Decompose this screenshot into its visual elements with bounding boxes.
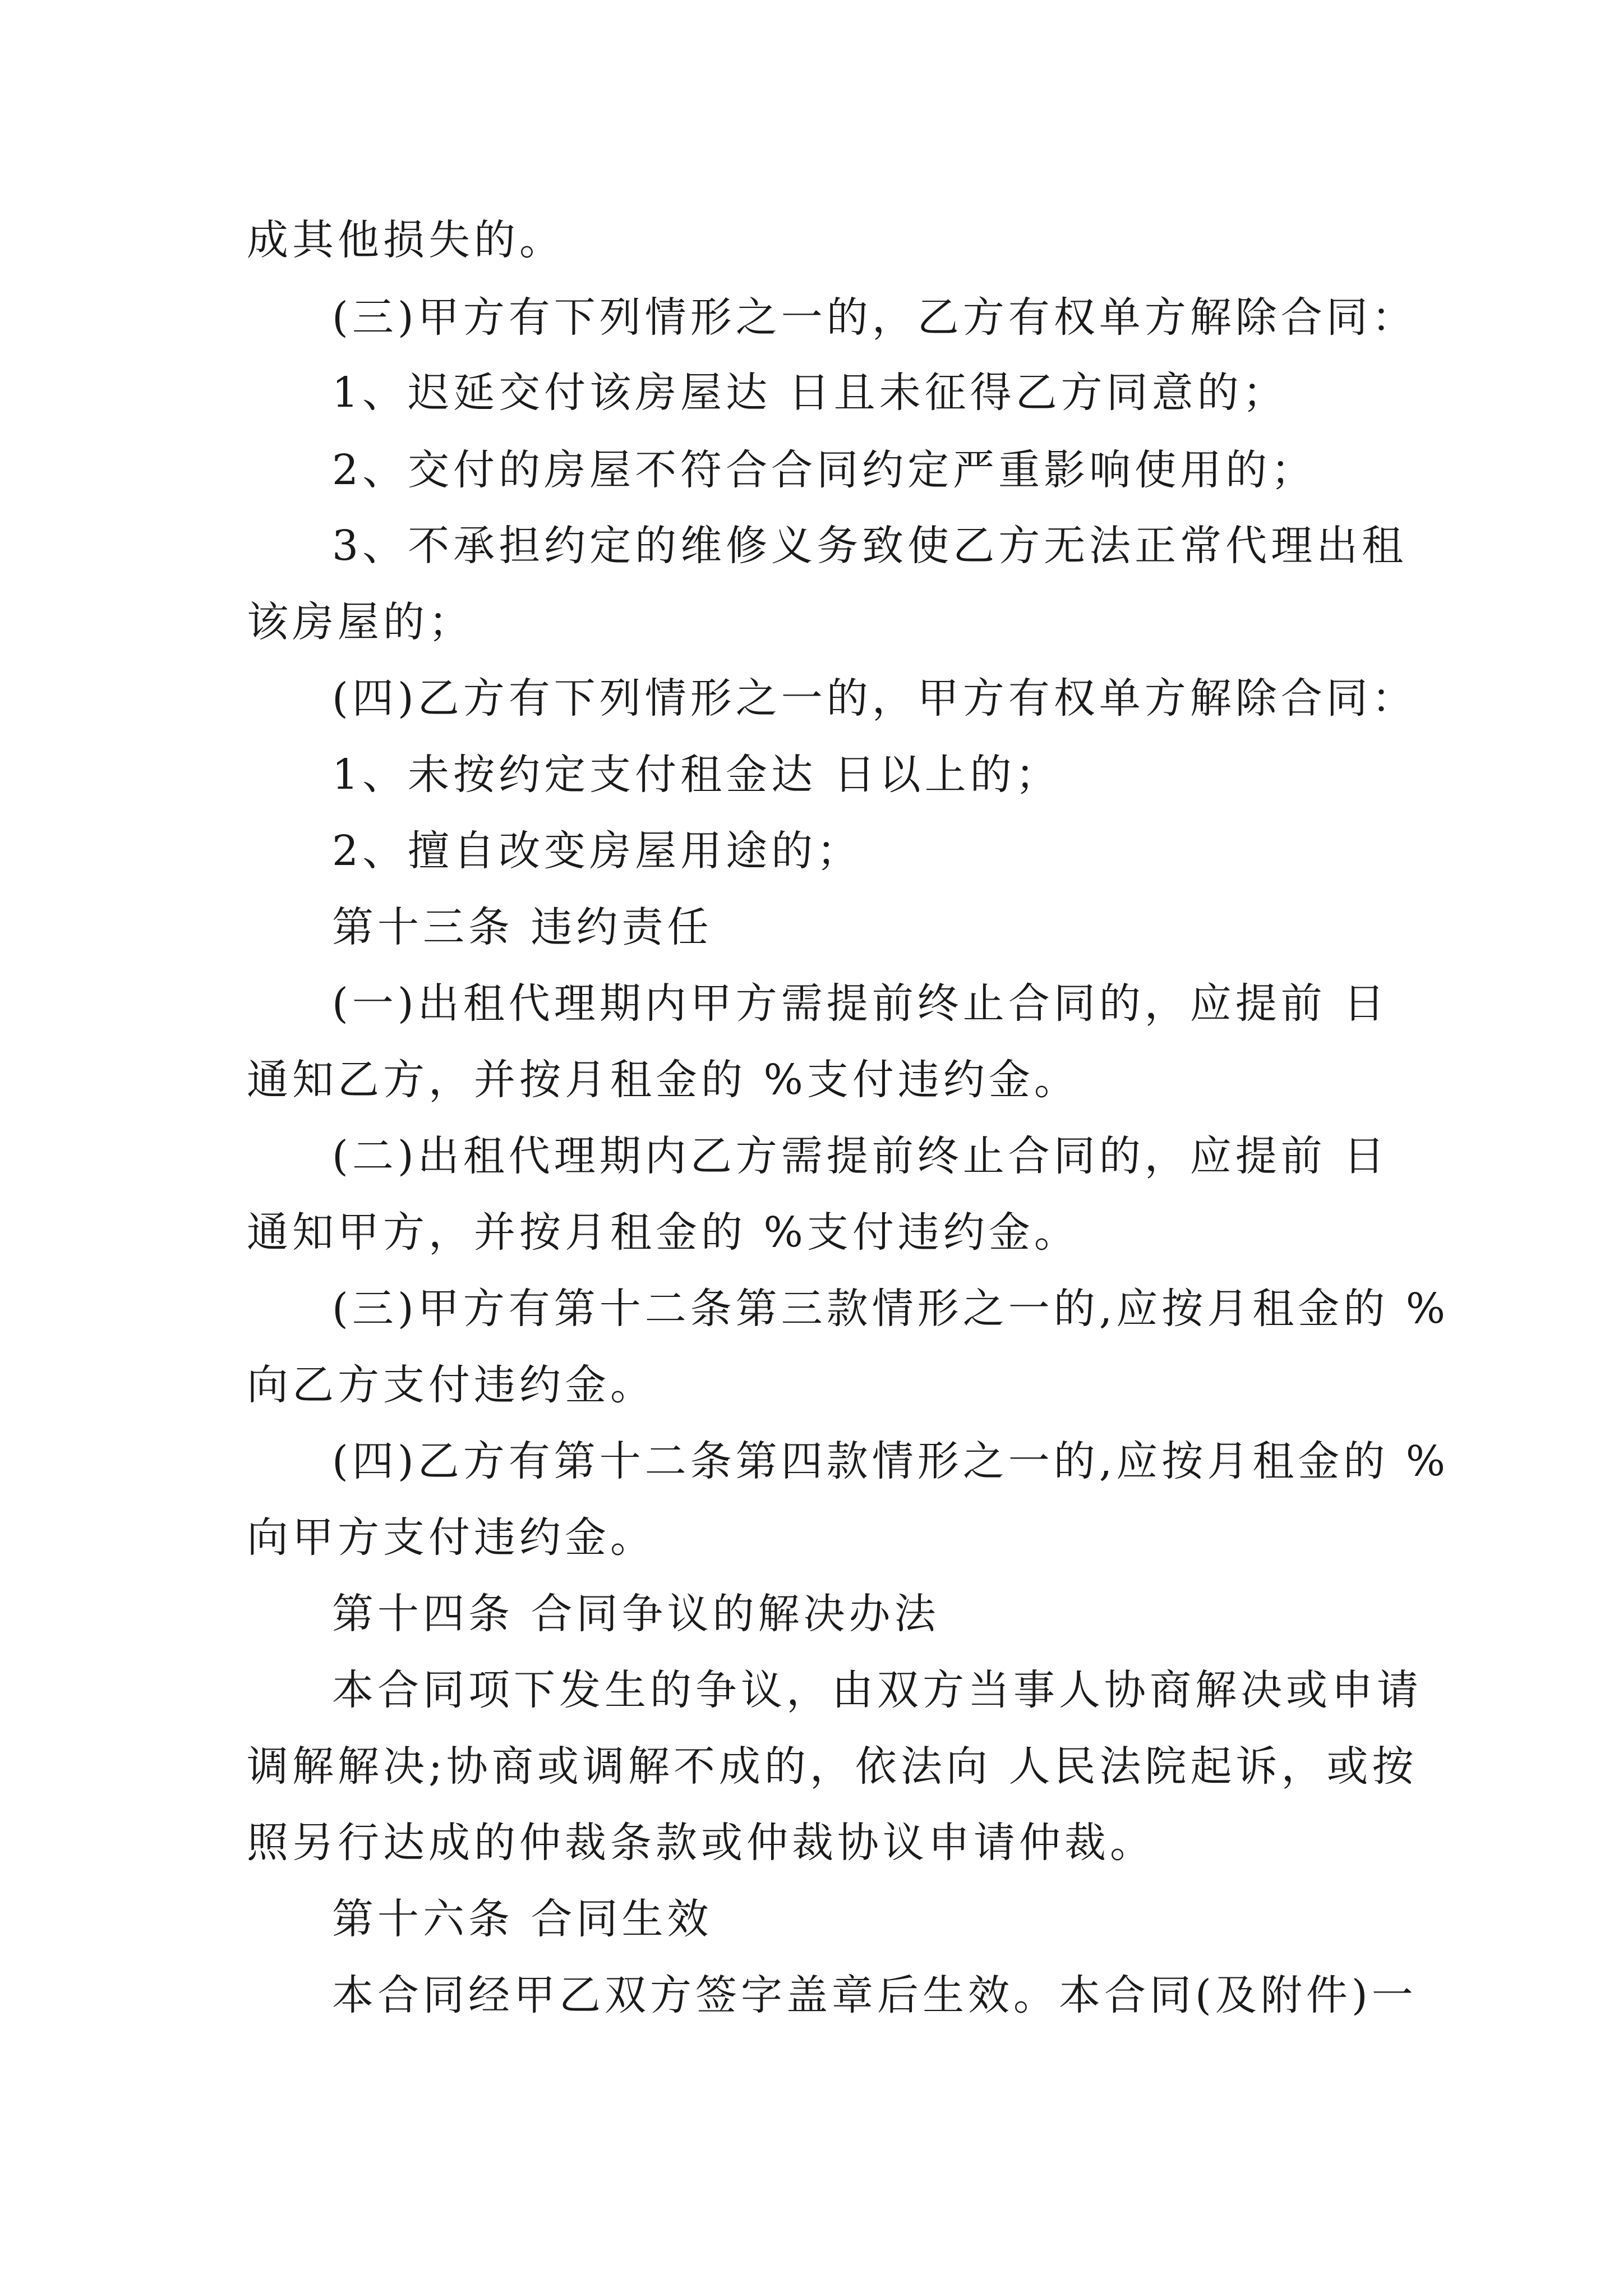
text-line: (三)甲方有下列情形之一的，乙方有权单方解除合同： (332, 293, 1417, 342)
text-line: 1、未按约定支付租金达 日以上的； (332, 751, 1061, 799)
text-line: (二)出租代理期内乙方需提前终止合同的，应提前 日 (332, 1132, 1389, 1180)
text-line: (四)乙方有第十二条第四款情形之一的,应按月租金的 % (332, 1437, 1450, 1485)
section-heading: 第十三条 违约责任 (332, 903, 713, 951)
text-line: 调解解决;协商或调解不成的，依法向 人民法院起诉，或按 (247, 1742, 1418, 1791)
text-line: 向甲方支付违约金。 (247, 1513, 656, 1562)
text-line: 通知甲方，并按月租金的 %支付违约金。 (247, 1208, 1080, 1257)
text-line: 3、不承担约定的维修义务致使乙方无法正常代理出租 (332, 522, 1408, 570)
text-line: 该房屋的； (247, 598, 474, 646)
section-heading: 第十六条 合同生效 (332, 1895, 713, 1943)
text-line: 成其他损失的。 (247, 216, 565, 264)
text-line: (一)出租代理期内甲方需提前终止合同的，应提前 日 (332, 979, 1389, 1028)
text-line: 向乙方支付违约金。 (247, 1361, 656, 1409)
text-line: (四)乙方有下列情形之一的，甲方有权单方解除合同： (332, 674, 1417, 723)
text-line: 1、迟延交付该房屋达 日且未征得乙方同意的； (332, 369, 1288, 417)
text-line: 通知乙方，并按月租金的 %支付违约金。 (247, 1056, 1080, 1104)
text-line: 照另行达成的仲裁条款或仲裁协议申请仲裁。 (247, 1819, 1155, 1867)
text-line: (三)甲方有第十二条第三款情形之一的,应按月租金的 % (332, 1285, 1450, 1333)
text-line: 本合同项下发生的争议，由双方当事人协商解决或申请 (332, 1666, 1422, 1714)
section-heading: 第十四条 合同争议的解决办法 (332, 1590, 940, 1638)
text-line: 2、交付的房屋不符合合同约定严重影响使用的； (332, 446, 1317, 494)
text-line: 2、擅自改变房屋用途的； (332, 827, 863, 875)
text-line: 本合同经甲乙双方签字盖章后生效。本合同(及附件)一 (332, 1971, 1417, 2019)
